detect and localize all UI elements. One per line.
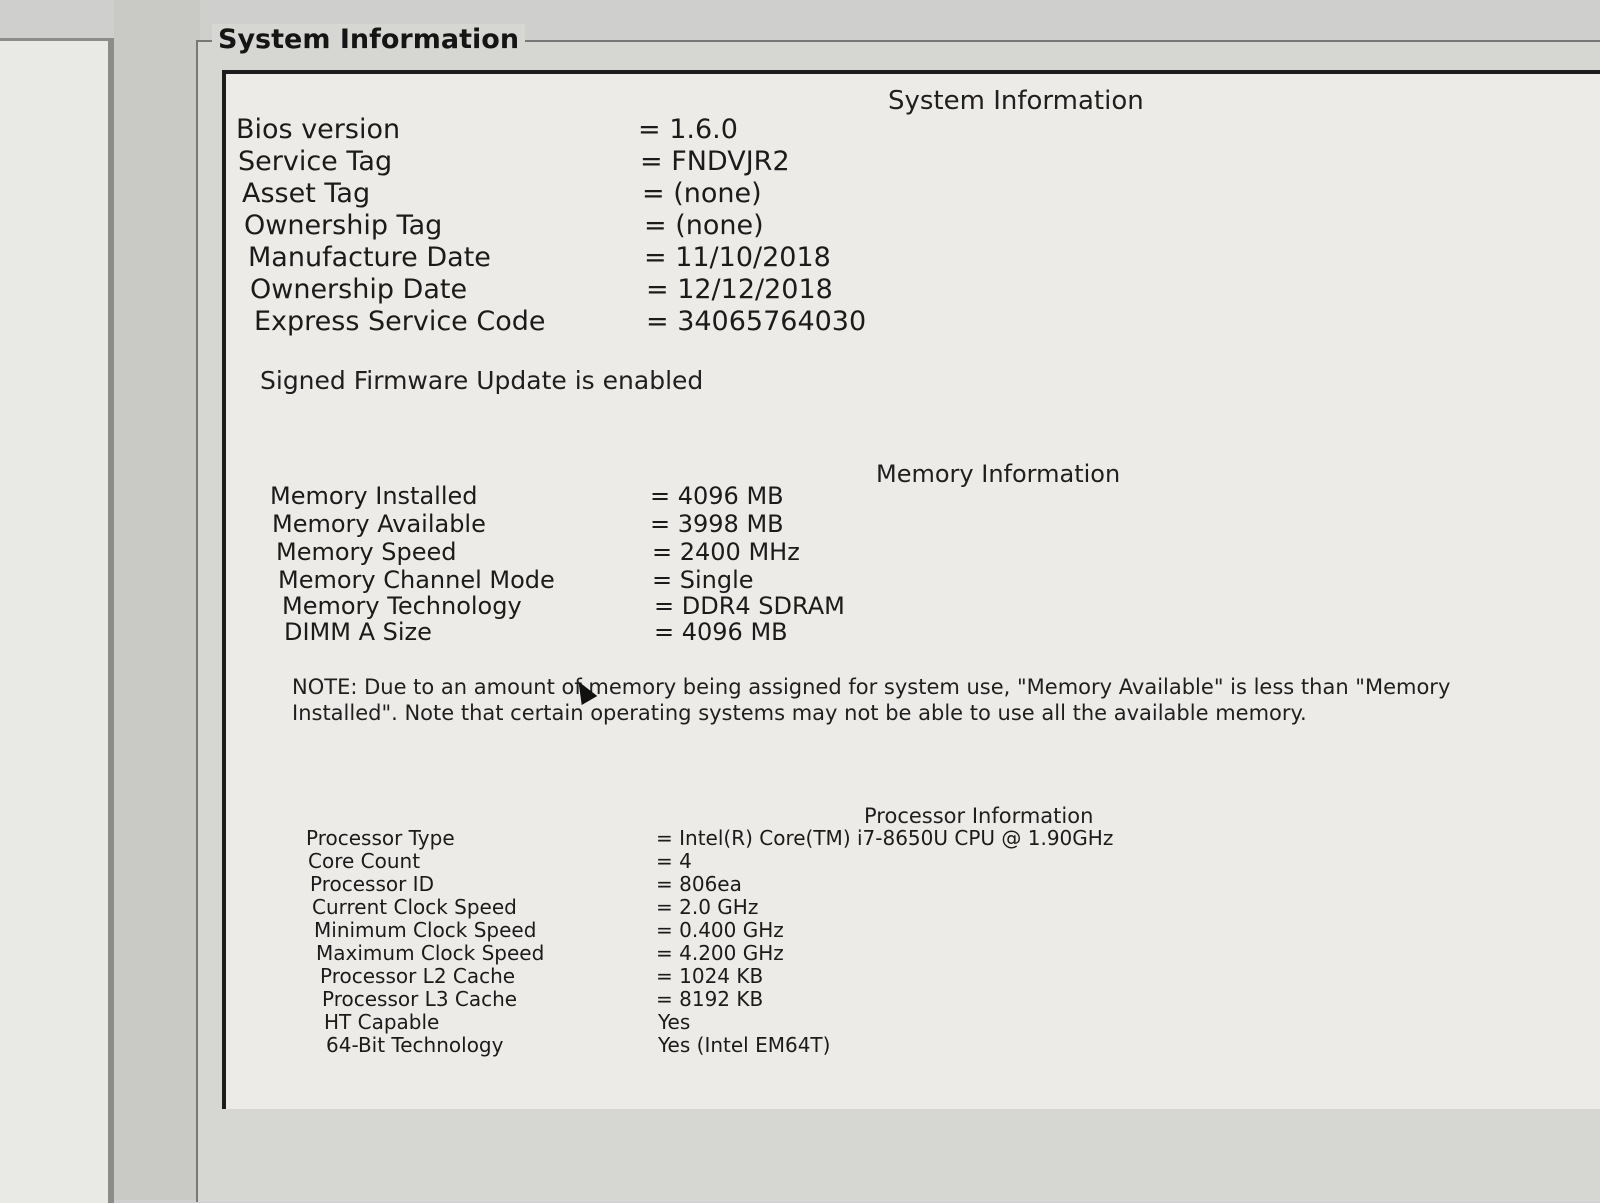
- value-ht-capable: Yes: [658, 1010, 691, 1034]
- value-processor-l3-cache: = 8192 KB: [656, 987, 764, 1011]
- value-64-bit-technology: Yes (Intel EM64T): [658, 1033, 831, 1057]
- label-asset-tag: Asset Tag: [242, 178, 371, 209]
- page-gutter: [114, 0, 200, 1200]
- memory-information-heading: Memory Information: [876, 460, 1121, 488]
- row-asset-tag: [226, 178, 1526, 210]
- groupbox-title: System Information: [212, 24, 525, 55]
- label-manufacture-date: Manufacture Date: [248, 242, 491, 273]
- row-ownership-tag: [226, 210, 1526, 242]
- value-manufacture-date: = 11/10/2018: [644, 242, 831, 273]
- value-processor-id: = 806ea: [656, 872, 742, 896]
- value-ownership-tag: = (none): [644, 210, 764, 241]
- label-core-count: Core Count: [308, 849, 421, 873]
- label-bios-version: Bios version: [236, 114, 401, 145]
- value-express-service-code: = 34065764030: [646, 306, 867, 337]
- label-processor-l3-cache: Processor L3 Cache: [322, 987, 518, 1011]
- label-processor-type: Processor Type: [306, 826, 455, 850]
- firmware-update-status: Signed Firmware Update is enabled: [260, 366, 704, 395]
- label-maximum-clock-speed: Maximum Clock Speed: [316, 941, 545, 965]
- left-navigation-panel: [0, 38, 114, 1203]
- value-memory-channel-mode: = Single: [652, 566, 754, 594]
- value-minimum-clock-speed: = 0.400 GHz: [656, 918, 784, 942]
- value-memory-installed: = 4096 MB: [650, 482, 784, 510]
- row-dimm-a-size: [226, 618, 1526, 650]
- label-dimm-a-size: DIMM A Size: [284, 618, 432, 646]
- system-information-panel: [222, 70, 1600, 1109]
- label-current-clock-speed: Current Clock Speed: [312, 895, 517, 919]
- value-memory-speed: = 2400 MHz: [652, 538, 800, 566]
- row-ownership-date: [226, 274, 1526, 306]
- value-bios-version: = 1.6.0: [638, 114, 738, 145]
- row-manufacture-date: [226, 242, 1526, 274]
- value-memory-technology: = DDR4 SDRAM: [654, 592, 845, 620]
- label-processor-id: Processor ID: [310, 872, 434, 896]
- label-service-tag: Service Tag: [238, 146, 393, 177]
- value-ownership-date: = 12/12/2018: [646, 274, 833, 305]
- value-service-tag: = FNDVJR2: [640, 146, 790, 177]
- row-express-service-code: [226, 306, 1526, 338]
- label-memory-speed: Memory Speed: [276, 538, 457, 566]
- label-memory-installed: Memory Installed: [270, 482, 478, 510]
- label-ownership-tag: Ownership Tag: [244, 210, 443, 241]
- row-service-tag: [226, 146, 1526, 178]
- label-64-bit-technology: 64-Bit Technology: [326, 1033, 504, 1057]
- label-memory-available: Memory Available: [272, 510, 486, 538]
- value-processor-l2-cache: = 1024 KB: [656, 964, 764, 988]
- value-maximum-clock-speed: = 4.200 GHz: [656, 941, 784, 965]
- value-memory-available: = 3998 MB: [650, 510, 784, 538]
- row-64-bit-technology: [226, 1033, 1526, 1065]
- label-express-service-code: Express Service Code: [254, 306, 546, 337]
- label-ownership-date: Ownership Date: [250, 274, 468, 305]
- label-memory-technology: Memory Technology: [282, 592, 522, 620]
- label-ht-capable: HT Capable: [324, 1010, 440, 1034]
- label-memory-channel-mode: Memory Channel Mode: [278, 566, 555, 594]
- value-asset-tag: = (none): [642, 178, 762, 209]
- value-core-count: = 4: [656, 849, 692, 873]
- value-processor-type: = Intel(R) Core(TM) i7-8650U CPU @ 1.90GHz: [656, 826, 1114, 850]
- memory-note: NOTE: Due to an amount of memory being assigned for system use, "Memory Available" is less than "Memory Installed". Note that certain operating systems may not be able to use all the available memory.: [292, 675, 1451, 725]
- value-dimm-a-size: = 4096 MB: [654, 618, 788, 646]
- system-information-heading: System Information: [888, 86, 1144, 116]
- label-processor-l2-cache: Processor L2 Cache: [320, 964, 516, 988]
- row-bios-version: [226, 114, 1526, 146]
- processor-information-heading: Processor Information: [864, 804, 1094, 828]
- label-minimum-clock-speed: Minimum Clock Speed: [314, 918, 537, 942]
- value-current-clock-speed: = 2.0 GHz: [656, 895, 759, 919]
